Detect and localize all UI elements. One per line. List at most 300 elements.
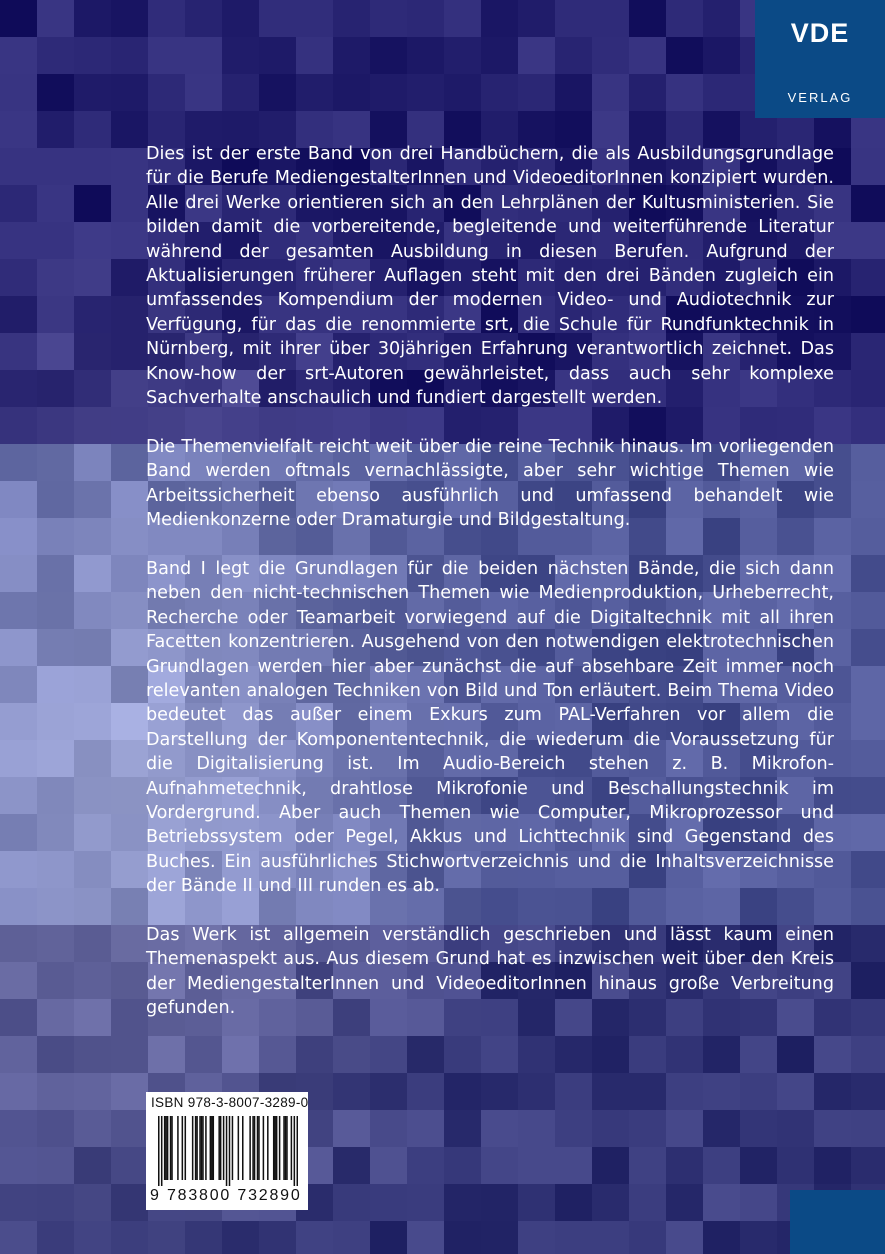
mosaic-tile	[481, 1110, 519, 1148]
mosaic-tile	[37, 1036, 75, 1074]
mosaic-tile	[592, 74, 630, 112]
mosaic-tile	[0, 1147, 38, 1185]
mosaic-tile	[37, 666, 75, 704]
mosaic-tile	[74, 37, 112, 75]
mosaic-tile	[370, 1073, 408, 1111]
mosaic-tile	[259, 74, 297, 112]
mosaic-tile	[592, 1073, 630, 1111]
mosaic-tile	[37, 370, 75, 408]
mosaic-tile	[185, 37, 223, 75]
mosaic-tile	[333, 1110, 371, 1148]
mosaic-tile	[814, 1073, 852, 1111]
mosaic-tile	[111, 1036, 149, 1074]
mosaic-tile	[555, 1221, 593, 1254]
vde-verlag-logo	[755, 0, 885, 118]
mosaic-tile	[111, 814, 149, 852]
mosaic-tile	[444, 74, 482, 112]
mosaic-tile	[0, 1221, 38, 1254]
mosaic-tile	[74, 407, 112, 445]
mosaic-tile	[0, 407, 38, 445]
mosaic-tile	[703, 74, 741, 112]
blurb-paragraph-3: Band I legt die Grundlagen für die beiden nächsten Bände, die sich dann neben den nicht-technischen Themen wie Medienproduktion, Urheberrecht, Recherche oder Teamarbeit vorwiegend auf die Digitaltechnik mit all ihren Facetten konzentrieren. Ausgehend von den notwendigen elektrotechnischen Grundlagen werden hier aber zunächst die auf absehbare Zeit immer noch relevanten analogen Techniken von Bild und Ton erläutert. Beim Thema Video bedeutet das außer einem Exkurs zum PAL-Verfahren vor allem die Darstellung der Komponententechnik, die wiederum die Voraussetzung für die Digitalisierung ist. Im Audio-Bereich stehen z. B. Mikrofon-Aufnahmetechnik, drahtlose Mikrofonie und Beschallungstechnik im Vordergrund. Aber auch Themen wie Computer, Mikroprozessor und Betriebssystem oder Pegel, Akkus und Lichttechnik sind Gegenstand des Buches. Ein ausführliches Stichwortverzeichnis und die Inhaltsverzeichnisse der Bände II und III runden es ab.	[146, 558, 834, 897]
mosaic-tile	[0, 1073, 38, 1111]
mosaic-tile	[0, 740, 38, 778]
mosaic-tile	[851, 703, 885, 741]
mosaic-tile	[814, 1147, 852, 1185]
mosaic-tile	[740, 1147, 778, 1185]
mosaic-tile	[481, 74, 519, 112]
mosaic-tile	[666, 74, 704, 112]
mosaic-tile	[666, 37, 704, 75]
blurb-paragraph-1: Dies ist der erste Band von drei Handbüchern, die als Ausbildungsgrundlage für die Berufe MediengestalterInnen und VideoeditorInnen konzipiert wurden. Alle drei Werke orientieren sich an den Lehrplänen der Kultusministerien. Sie bilden damit die vorbereitende, begleitende und weiterführende Literatur während der gesamten Ausbildung in diesen Berufen. Aufgrund der Aktualisierungen früherer Auflagen steht mit den drei Bänden zugleich ein umfassendes Kompendium der modernen Video- und Audiotechnik zur Verfügung, für das die renommierte srt, die Schule für Rundfunktechnik in Nürnberg, mit ihrer über 30jährigen Erfahrung verantwortlich zeichnet. Das Know-how der srt-Autoren gewährleistet, dass auch sehr komplexe Sachverhalte anschaulich und fundiert dargestellt werden.	[146, 144, 834, 409]
mosaic-tile	[666, 0, 704, 38]
barcode-bar	[283, 1116, 285, 1180]
mosaic-tile	[481, 1221, 519, 1254]
mosaic-tile	[74, 111, 112, 149]
mosaic-tile	[703, 1147, 741, 1185]
mosaic-tile	[0, 222, 38, 260]
mosaic-tile	[370, 37, 408, 75]
mosaic-tile	[629, 1184, 667, 1222]
mosaic-tile	[333, 1147, 371, 1185]
mosaic-tile	[407, 74, 445, 112]
mosaic-tile	[74, 185, 112, 223]
mosaic-tile	[407, 1184, 445, 1222]
mosaic-tile	[518, 1110, 556, 1148]
barcode-bar	[242, 1116, 244, 1180]
mosaic-tile	[74, 1147, 112, 1185]
mosaic-tile	[407, 0, 445, 38]
mosaic-tile	[518, 37, 556, 75]
mosaic-tile	[37, 1110, 75, 1148]
mosaic-tile	[222, 1221, 260, 1254]
mosaic-tile	[111, 37, 149, 75]
mosaic-tile	[592, 37, 630, 75]
barcode-bar	[196, 1116, 198, 1180]
mosaic-tile	[74, 1036, 112, 1074]
mosaic-tile	[407, 1221, 445, 1254]
barcode-guard-bar	[294, 1116, 296, 1186]
mosaic-tile	[851, 185, 885, 223]
mosaic-tile	[777, 1147, 815, 1185]
mosaic-tile	[481, 37, 519, 75]
mosaic-tile	[629, 0, 667, 38]
mosaic-tile	[851, 555, 885, 593]
mosaic-tile	[666, 1184, 704, 1222]
mosaic-tile	[37, 333, 75, 371]
mosaic-tile	[851, 148, 885, 186]
barcode-bar	[267, 1116, 269, 1180]
mosaic-tile	[222, 0, 260, 38]
barcode-bar	[220, 1116, 222, 1180]
mosaic-tile	[222, 37, 260, 75]
mosaic-tile	[296, 37, 334, 75]
barcode-guard-bar	[297, 1116, 298, 1186]
mosaic-tile	[851, 296, 885, 334]
mosaic-tile	[37, 481, 75, 519]
mosaic-tile	[111, 851, 149, 889]
mosaic-tile	[74, 925, 112, 963]
isbn-barcode	[146, 1092, 308, 1210]
isbn-label: ISBN 978-3-8007-3289-0	[151, 1095, 309, 1110]
mosaic-tile	[481, 1073, 519, 1111]
mosaic-tile	[74, 703, 112, 741]
barcode-guard-bar	[229, 1116, 231, 1186]
mosaic-tile	[777, 1110, 815, 1148]
mosaic-tile	[37, 814, 75, 852]
mosaic-tile	[629, 1110, 667, 1148]
barcode-bar	[223, 1116, 225, 1180]
mosaic-tile	[518, 0, 556, 38]
mosaic-tile	[666, 1110, 704, 1148]
mosaic-tile	[370, 1221, 408, 1254]
mosaic-tile	[629, 1221, 667, 1254]
mosaic-tile	[518, 74, 556, 112]
logo-vde-text: VDE	[790, 18, 850, 48]
mosaic-tile	[74, 666, 112, 704]
mosaic-tile	[74, 518, 112, 556]
mosaic-tile	[851, 370, 885, 408]
mosaic-tile	[370, 74, 408, 112]
mosaic-tile	[407, 1110, 445, 1148]
barcode-guard-bar	[161, 1116, 163, 1186]
mosaic-tile	[592, 1184, 630, 1222]
mosaic-tile	[37, 222, 75, 260]
mosaic-tile	[37, 888, 75, 926]
mosaic-tile	[111, 259, 149, 297]
mosaic-tile	[740, 1221, 778, 1254]
mosaic-tile	[851, 1036, 885, 1074]
mosaic-tile	[0, 592, 38, 630]
mosaic-tile	[0, 962, 38, 1000]
mosaic-tile	[37, 777, 75, 815]
mosaic-tile	[74, 296, 112, 334]
mosaic-tile	[555, 1110, 593, 1148]
mosaic-tile	[111, 999, 149, 1037]
mosaic-tile	[37, 962, 75, 1000]
mosaic-tile	[851, 592, 885, 630]
mosaic-tile	[37, 259, 75, 297]
mosaic-tile	[37, 1221, 75, 1254]
mosaic-tile	[74, 555, 112, 593]
mosaic-tile	[0, 1036, 38, 1074]
mosaic-tile	[666, 1147, 704, 1185]
mosaic-tile	[592, 1110, 630, 1148]
mosaic-tile	[74, 592, 112, 630]
mosaic-tile	[111, 74, 149, 112]
mosaic-tile	[518, 1073, 556, 1111]
mosaic-tile	[851, 1110, 885, 1148]
mosaic-tile	[111, 962, 149, 1000]
mosaic-tile	[111, 148, 149, 186]
mosaic-tile	[851, 999, 885, 1037]
mosaic-tile	[0, 185, 38, 223]
mosaic-tile	[481, 1184, 519, 1222]
mosaic-tile	[703, 0, 741, 38]
mosaic-tile	[37, 1147, 75, 1185]
mosaic-tile	[111, 222, 149, 260]
mosaic-tile	[74, 370, 112, 408]
mosaic-tile	[629, 74, 667, 112]
mosaic-tile	[0, 333, 38, 371]
mosaic-tile	[111, 518, 149, 556]
barcode-bar	[202, 1116, 204, 1180]
mosaic-tile	[481, 1147, 519, 1185]
barcode-bar	[291, 1116, 293, 1180]
barcode-bar	[201, 1116, 203, 1180]
mosaic-tile	[666, 1073, 704, 1111]
mosaic-tile	[370, 0, 408, 38]
mosaic-tile	[0, 814, 38, 852]
mosaic-tile	[703, 37, 741, 75]
mosaic-tile	[111, 777, 149, 815]
mosaic-tile	[851, 259, 885, 297]
barcode-bar	[199, 1116, 201, 1180]
mosaic-tile	[0, 518, 38, 556]
barcode-guard-bar	[226, 1116, 228, 1186]
mosaic-tile	[37, 185, 75, 223]
mosaic-tile	[259, 0, 297, 38]
mosaic-tile	[37, 1184, 75, 1222]
barcode-bar	[252, 1116, 254, 1180]
barcode-bar	[171, 1116, 173, 1180]
mosaic-tile	[407, 1073, 445, 1111]
mosaic-tile	[0, 481, 38, 519]
mosaic-tile	[851, 629, 885, 667]
mosaic-tile	[333, 1221, 371, 1254]
mosaic-tile	[111, 407, 149, 445]
mosaic-tile	[74, 629, 112, 667]
barcode-bars	[158, 1116, 298, 1186]
mosaic-tile	[851, 444, 885, 482]
mosaic-tile	[370, 1147, 408, 1185]
mosaic-tile	[0, 1184, 38, 1222]
mosaic-tile	[0, 629, 38, 667]
mosaic-tile	[74, 74, 112, 112]
mosaic-tile	[851, 814, 885, 852]
mosaic-tile	[37, 407, 75, 445]
mosaic-tile	[0, 259, 38, 297]
mosaic-tile	[37, 37, 75, 75]
mosaic-tile	[111, 629, 149, 667]
mosaic-tile	[444, 1073, 482, 1111]
barcode-bar	[249, 1116, 251, 1180]
barcode-bar	[195, 1116, 197, 1180]
mosaic-tile	[0, 1110, 38, 1148]
mosaic-tile	[851, 888, 885, 926]
mosaic-tile	[74, 777, 112, 815]
mosaic-tile	[185, 74, 223, 112]
mosaic-tile	[370, 1184, 408, 1222]
mosaic-tile	[407, 37, 445, 75]
barcode-bar	[167, 1116, 169, 1180]
mosaic-tile	[851, 777, 885, 815]
mosaic-tile	[555, 37, 593, 75]
barcode-bar	[210, 1116, 212, 1180]
mosaic-tile	[148, 1221, 186, 1254]
mosaic-tile	[74, 888, 112, 926]
mosaic-tile	[37, 518, 75, 556]
mosaic-tile	[851, 1073, 885, 1111]
mosaic-tile	[0, 925, 38, 963]
mosaic-tile	[518, 1147, 556, 1185]
mosaic-tile	[444, 1147, 482, 1185]
barcode-bar	[279, 1116, 281, 1180]
barcode-bar	[192, 1116, 194, 1180]
mosaic-tile	[481, 0, 519, 38]
mosaic-tile	[111, 1184, 149, 1222]
mosaic-tile	[111, 1073, 149, 1111]
mosaic-tile	[74, 444, 112, 482]
mosaic-tile	[0, 37, 38, 75]
mosaic-tile	[0, 851, 38, 889]
mosaic-tile	[74, 1073, 112, 1111]
mosaic-tile	[37, 592, 75, 630]
mosaic-tile	[111, 592, 149, 630]
mosaic-tile	[333, 1073, 371, 1111]
mosaic-tile	[814, 1110, 852, 1148]
mosaic-tile	[0, 777, 38, 815]
mosaic-tile	[851, 1147, 885, 1185]
mosaic-tile	[111, 1110, 149, 1148]
mosaic-tile	[333, 74, 371, 112]
mosaic-tile	[777, 1073, 815, 1111]
mosaic-tile	[444, 1110, 482, 1148]
mosaic-tile	[703, 1221, 741, 1254]
mosaic-tile	[592, 0, 630, 38]
mosaic-tile	[74, 148, 112, 186]
mosaic-tile	[0, 555, 38, 593]
mosaic-tile	[111, 481, 149, 519]
mosaic-tile	[111, 185, 149, 223]
mosaic-tile	[851, 222, 885, 260]
mosaic-tile	[296, 0, 334, 38]
mosaic-tile	[37, 740, 75, 778]
mosaic-tile	[74, 0, 112, 38]
mosaic-tile	[333, 1184, 371, 1222]
mosaic-tile	[555, 1147, 593, 1185]
barcode-bar	[254, 1116, 256, 1180]
mosaic-tile	[407, 1147, 445, 1185]
mosaic-tile	[74, 999, 112, 1037]
mosaic-tile	[444, 37, 482, 75]
mosaic-tile	[629, 1073, 667, 1111]
mosaic-tile	[37, 999, 75, 1037]
ean-digits: 9 783800 732890	[150, 1187, 302, 1204]
barcode-bar	[170, 1116, 172, 1180]
mosaic-tile	[555, 0, 593, 38]
barcode-bar	[232, 1116, 234, 1180]
mosaic-tile	[111, 370, 149, 408]
mosaic-tile	[444, 1221, 482, 1254]
mosaic-tile	[111, 888, 149, 926]
mosaic-tile	[370, 1110, 408, 1148]
mosaic-tile	[111, 444, 149, 482]
mosaic-tile	[851, 851, 885, 889]
barcode-bar	[185, 1116, 187, 1180]
mosaic-tile	[444, 0, 482, 38]
mosaic-tile	[74, 481, 112, 519]
barcode-bar	[218, 1116, 220, 1180]
barcode-bar	[164, 1116, 166, 1180]
mosaic-tile	[518, 1221, 556, 1254]
mosaic-tile	[37, 1073, 75, 1111]
mosaic-tile	[0, 296, 38, 334]
barcode-bar	[177, 1116, 179, 1180]
mosaic-tile	[148, 0, 186, 38]
mosaic-tile	[37, 703, 75, 741]
mosaic-tile	[37, 444, 75, 482]
mosaic-tile	[111, 333, 149, 371]
mosaic-tile	[0, 888, 38, 926]
mosaic-tile	[296, 74, 334, 112]
mosaic-tile	[851, 740, 885, 778]
mosaic-tile	[259, 1221, 297, 1254]
mosaic-tile	[74, 740, 112, 778]
barcode-bar	[274, 1116, 276, 1180]
mosaic-tile	[851, 666, 885, 704]
mosaic-tile	[851, 925, 885, 963]
mosaic-tile	[37, 851, 75, 889]
mosaic-tile	[111, 1147, 149, 1185]
mosaic-tile	[74, 222, 112, 260]
blurb-paragraph-2: Die Themenvielfalt reicht weit über die reine Technik hinaus. Im vorliegenden Band werden oftmals vernachlässigte, aber sehr wichtige Themen wie Arbeitssicherheit ebenso ausführlich und umfassend behandelt wie Medienkonzerne oder Dramaturgie und Bildgestaltung.	[146, 436, 834, 531]
mosaic-tile	[333, 0, 371, 38]
mosaic-tile	[851, 333, 885, 371]
mosaic-tile	[185, 0, 223, 38]
barcode-bar	[205, 1116, 207, 1180]
mosaic-tile	[851, 481, 885, 519]
barcode-bar	[263, 1116, 265, 1180]
mosaic-tile	[592, 1221, 630, 1254]
mosaic-tile	[592, 1147, 630, 1185]
mosaic-tile	[111, 555, 149, 593]
mosaic-tile	[74, 962, 112, 1000]
mosaic-tile	[851, 962, 885, 1000]
mosaic-tile	[0, 703, 38, 741]
mosaic-tile	[111, 111, 149, 149]
mosaic-tile	[111, 1221, 149, 1254]
barcode-bar	[238, 1116, 240, 1180]
barcode-bar	[276, 1116, 278, 1180]
mosaic-tile	[222, 74, 260, 112]
mosaic-tile	[703, 1073, 741, 1111]
mosaic-tile	[259, 37, 297, 75]
mosaic-tile	[37, 74, 75, 112]
mosaic-tile	[851, 518, 885, 556]
mosaic-tile	[629, 37, 667, 75]
mosaic-tile	[0, 666, 38, 704]
mosaic-tile	[74, 1110, 112, 1148]
logo-verlag-text: VERLAG	[787, 90, 853, 105]
mosaic-tile	[74, 259, 112, 297]
barcode-bar	[165, 1116, 167, 1180]
mosaic-tile	[185, 1221, 223, 1254]
mosaic-tile	[444, 1184, 482, 1222]
mosaic-tile	[148, 74, 186, 112]
barcode-bar	[211, 1116, 213, 1180]
mosaic-tile	[740, 1184, 778, 1222]
mosaic-tile	[0, 0, 38, 38]
mosaic-tile	[37, 111, 75, 149]
blurb-paragraph-4: Das Werk ist allgemein verständlich geschrieben und lässt kaum einen Themenaspekt aus. Aus diesem Grund hat es inzwischen weit über den Kreis der MediengestalterInnen und VideoeditorInnen hinaus große Verbreitung gefunden.	[146, 924, 834, 1019]
mosaic-tile	[37, 148, 75, 186]
mosaic-tile	[148, 37, 186, 75]
mosaic-tile	[740, 1110, 778, 1148]
mosaic-tile	[0, 74, 38, 112]
barcode-bar	[285, 1116, 287, 1180]
mosaic-tile	[74, 1221, 112, 1254]
